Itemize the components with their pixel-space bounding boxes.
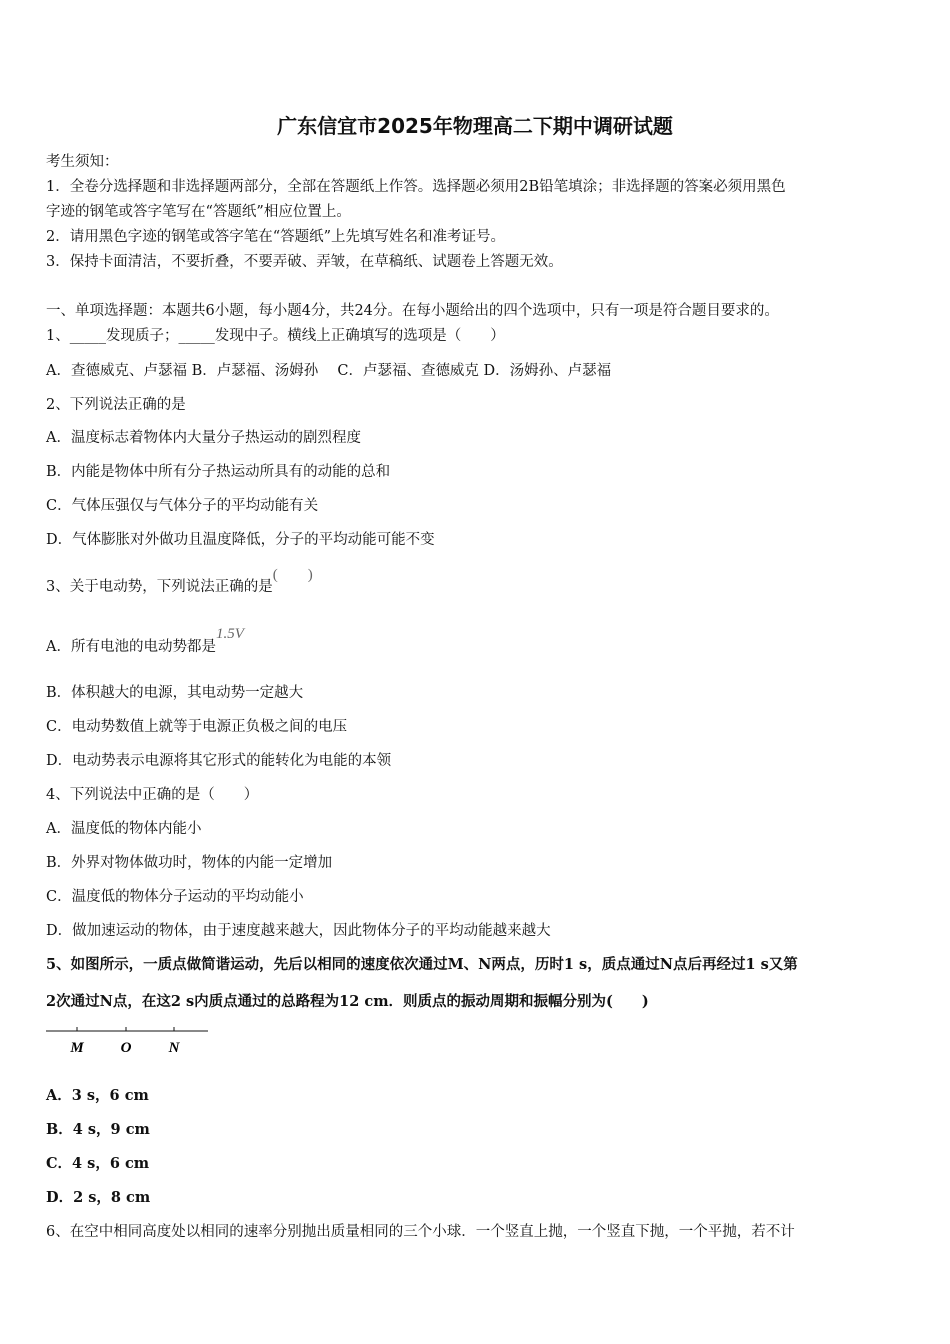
q3-stem-row [46, 567, 313, 597]
section-heading: 一、单项选择题：本题共6小题，每小题4分，共24分。在每小题给出的四个选项中，只有一项是符合题目要求的。 [46, 303, 779, 319]
q2-option-d: D．气体膨胀对外做功且温度降低，分子的平均动能可能不变 [46, 532, 435, 548]
notice-item-1: 1．全卷分选择题和非选择题两部分，全部在答题纸上作答。选择题必须用2B铅笔填涂；非选择题的答案必须用黑色 [46, 179, 786, 195]
notice-item-2: 2．请用黑色字迹的钢笔或答字笔在“答题纸”上先填写姓名和准考证号。 [46, 229, 506, 245]
notice-item-3: 3．保持卡面清洁，不要折叠，不要弄破、弄皱，在草稿纸、试题卷上答题无效。 [46, 254, 563, 270]
q6-stem: 6、在空中相同高度处以相同的速率分别抛出质量相同的三个小球．一个竖直上抛，一个竖直下抛，一个平抛，若不计 [46, 1224, 795, 1240]
q5-option-c: C．4 s，6 cm [46, 1155, 150, 1172]
q3-option-a-value: 1.5V [215, 626, 244, 642]
q5-label-o: O [120, 1040, 132, 1056]
q5-option-a: A．3 s，6 cm [46, 1087, 149, 1104]
q4-stem: 4、下列说法中正确的是（ ） [46, 787, 259, 803]
q1-options: A．查德威克、卢瑟福 B．卢瑟福、汤姆孙 C．卢瑟福、查德威克 D．汤姆孙、卢瑟福 [46, 363, 612, 379]
q5-diagram [46, 1026, 216, 1060]
q4-option-b: B．外界对物体做功时，物体的内能一定增加 [46, 855, 333, 871]
q2-stem: 2、下列说法正确的是 [46, 397, 186, 413]
notice-heading: 考生须知： [46, 154, 119, 170]
q5-stem-line2: 2次通过N点，在这2 s内质点通过的总路程为12 cm．则质点的振动周期和振幅分别为( ) [46, 993, 649, 1010]
q2-option-a: A．温度标志着物体内大量分子热运动的剧烈程度 [46, 430, 361, 446]
q5-stem-line1: 5、如图所示，一质点做简谐运动，先后以相同的速度依次通过M、N两点，历时1 s，质点通过N点后再经过1 s又第 [46, 956, 798, 973]
q4-option-c: C．温度低的物体分子运动的平均动能小 [46, 889, 304, 905]
q5-option-d: D．2 s，8 cm [46, 1189, 151, 1206]
q2-option-c: C．气体压强仅与气体分子的平均动能有关 [46, 498, 319, 514]
q3-option-c: C．电动势数值上就等于电源正负极之间的电压 [46, 719, 348, 735]
q3-option-a-row [46, 626, 244, 657]
notice-item-1-cont: 字迹的钢笔或答字笔写在“答题纸”相应位置上。 [46, 204, 351, 220]
q5-option-b: B．4 s，9 cm [46, 1121, 150, 1138]
q4-option-a: A．温度低的物体内能小 [46, 821, 202, 837]
q3-option-b: B．体积越大的电源，其电动势一定越大 [46, 685, 304, 701]
page-title: 广东信宜市2025年物理高二下期中调研试题 [277, 114, 673, 138]
q5-label-n: N [168, 1040, 180, 1056]
q5-label-m: M [70, 1040, 84, 1056]
q3-paren: ( ) [272, 567, 313, 583]
q3-option-d: D．电动势表示电源将其它形式的能转化为电能的本领 [46, 753, 392, 769]
q4-option-d: D．做加速运动的物体，由于速度越来越大，因此物体分子的平均动能越来越大 [46, 923, 551, 939]
q1-stem: 1、_____发现质子；_____发现中子。横线上正确填写的选项是（ ） [46, 328, 505, 344]
q3-option-a: A．所有电池的电动势都是 [46, 639, 216, 655]
q2-option-b: B．内能是物体中所有分子热运动所具有的动能的总和 [46, 464, 391, 480]
q3-stem: 3、关于电动势，下列说法正确的是 [46, 579, 273, 595]
